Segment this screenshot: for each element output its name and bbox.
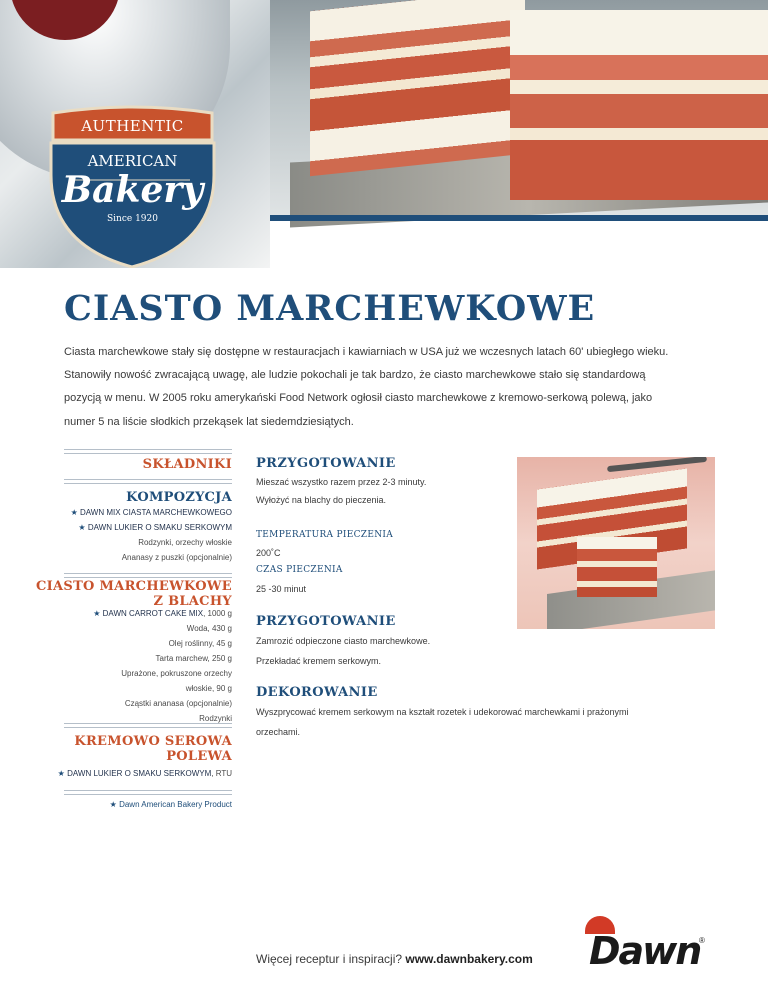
star-icon: ★ <box>78 523 86 532</box>
temperature-value: 200˚C <box>256 548 281 558</box>
divider <box>64 723 232 728</box>
cake-item: włoskie, 90 g <box>185 684 232 693</box>
composition-item: ★ DAWN LUKIER O SMAKU SERKOWYM <box>78 523 232 532</box>
badge-american: AMERICAN <box>87 152 178 170</box>
prep-step: Zamrozić odpieczone ciasto marchewkowe. <box>256 636 431 646</box>
time-value: 25 -30 minut <box>256 584 307 594</box>
composition-heading: KOMPOZYCJA <box>126 490 232 505</box>
intro-line: Stanowiły nowość zwracającą uwagę, ale ludzie pokochali je tak bardzo, że ciasto marchewkowe stało się standardową <box>64 369 646 382</box>
divider <box>64 449 232 454</box>
decoration-heading: DEKOROWANIE <box>256 685 378 700</box>
star-icon: ★ <box>93 609 101 618</box>
intro-line: Ciasta marchewkowe stały się dostępne w restauracjach i kawiarniach w USA już we wczesnych latach 60' ubiegłego wieku. <box>64 346 669 358</box>
hero-accent-band <box>270 215 768 221</box>
star-icon: ★ <box>70 508 78 517</box>
decoration-step: orzechami. <box>256 727 301 737</box>
cake-item: Tarta marchew, 250 g <box>155 654 232 663</box>
badge-bakery: Bakery <box>61 169 204 211</box>
cake-item: ★ DAWN CARROT CAKE MIX, 1000 g <box>93 609 232 618</box>
temperature-heading: TEMPERATURA PIECZENIA <box>256 530 394 540</box>
divider <box>64 790 232 795</box>
knife <box>607 457 707 472</box>
divider <box>64 573 232 578</box>
cake-item: Olej roślinny, 45 g <box>168 639 232 648</box>
star-icon: ★ <box>57 769 65 778</box>
intro-line: numer 5 na liście słodkich przekąsek lat siedemdziesiątych. <box>64 415 354 428</box>
dawn-logo: Dawn <box>589 930 709 972</box>
badge-since: Since 1920 <box>107 214 158 224</box>
decoration-step: Wyszprycować kremem serkowym na kształt rozetek i udekorować marchewkami i prażonymi <box>256 707 629 717</box>
badge-authentic: AUTHENTIC <box>81 117 184 135</box>
cake-item: Woda, 430 g <box>186 624 232 633</box>
time-heading: CZAS PIECZENIA <box>256 565 343 575</box>
star-icon: ★ <box>109 800 117 809</box>
intro-line: pozycją w menu. W 2005 roku amerykański Food Network ogłosił ciasto marchewkowe z kremowo-serkową polewą, jako <box>64 392 653 405</box>
cake-item: Uprażone, pokruszone orzechy <box>121 669 232 678</box>
composition-item: ★ DAWN MIX CIASTA MARCHEWKOWEGO <box>70 508 232 517</box>
cake-piece-left <box>310 0 525 176</box>
registered-mark: ® <box>699 936 705 945</box>
glaze-item: ★ DAWN LUKIER O SMAKU SERKOWYM, RTU <box>57 769 232 778</box>
intro-paragraph <box>64 341 724 434</box>
prep-heading: PRZYGOTOWANIE <box>256 456 396 471</box>
prep-step: Wyłożyć na blachy do pieczenia. <box>256 495 386 505</box>
prep-heading: PRZYGOTOWANIE <box>256 614 396 629</box>
cake-item: Rodzynki <box>199 714 232 723</box>
authentic-american-bakery-badge <box>45 105 220 268</box>
composition-item: Ananasy z puszki (opcjonalnie) <box>121 553 232 562</box>
glaze-heading: KREMOWO SEROWA POLEWA <box>74 734 232 764</box>
cake-piece-right <box>510 10 768 200</box>
composition-item: Rodzynki, orzechy włoskie <box>138 538 232 547</box>
carrot-cake-photo-small <box>517 457 715 629</box>
cake-slice <box>577 537 657 597</box>
hero-banner <box>0 0 768 268</box>
prep-step: Mieszać wszystko razem przez 2-3 minuty. <box>256 477 427 487</box>
cake-item: Cząstki ananasa (opcjonalnie) <box>124 699 232 708</box>
page-title: CIASTO MARCHEWKOWE <box>64 288 596 329</box>
ingredients-heading: SKŁADNIKI <box>142 457 232 472</box>
divider <box>64 479 232 484</box>
footer-text: Więcej receptur i inspiracji? www.dawnbakery.com <box>256 952 533 966</box>
prep-step: Przekładać kremem serkowym. <box>256 656 382 666</box>
cake-heading: CIASTO MARCHEWKOWE Z BLACHY <box>35 579 232 609</box>
website-link[interactable]: www.dawnbakery.com <box>405 952 533 966</box>
legend: ★ Dawn American Bakery Product <box>109 800 232 809</box>
